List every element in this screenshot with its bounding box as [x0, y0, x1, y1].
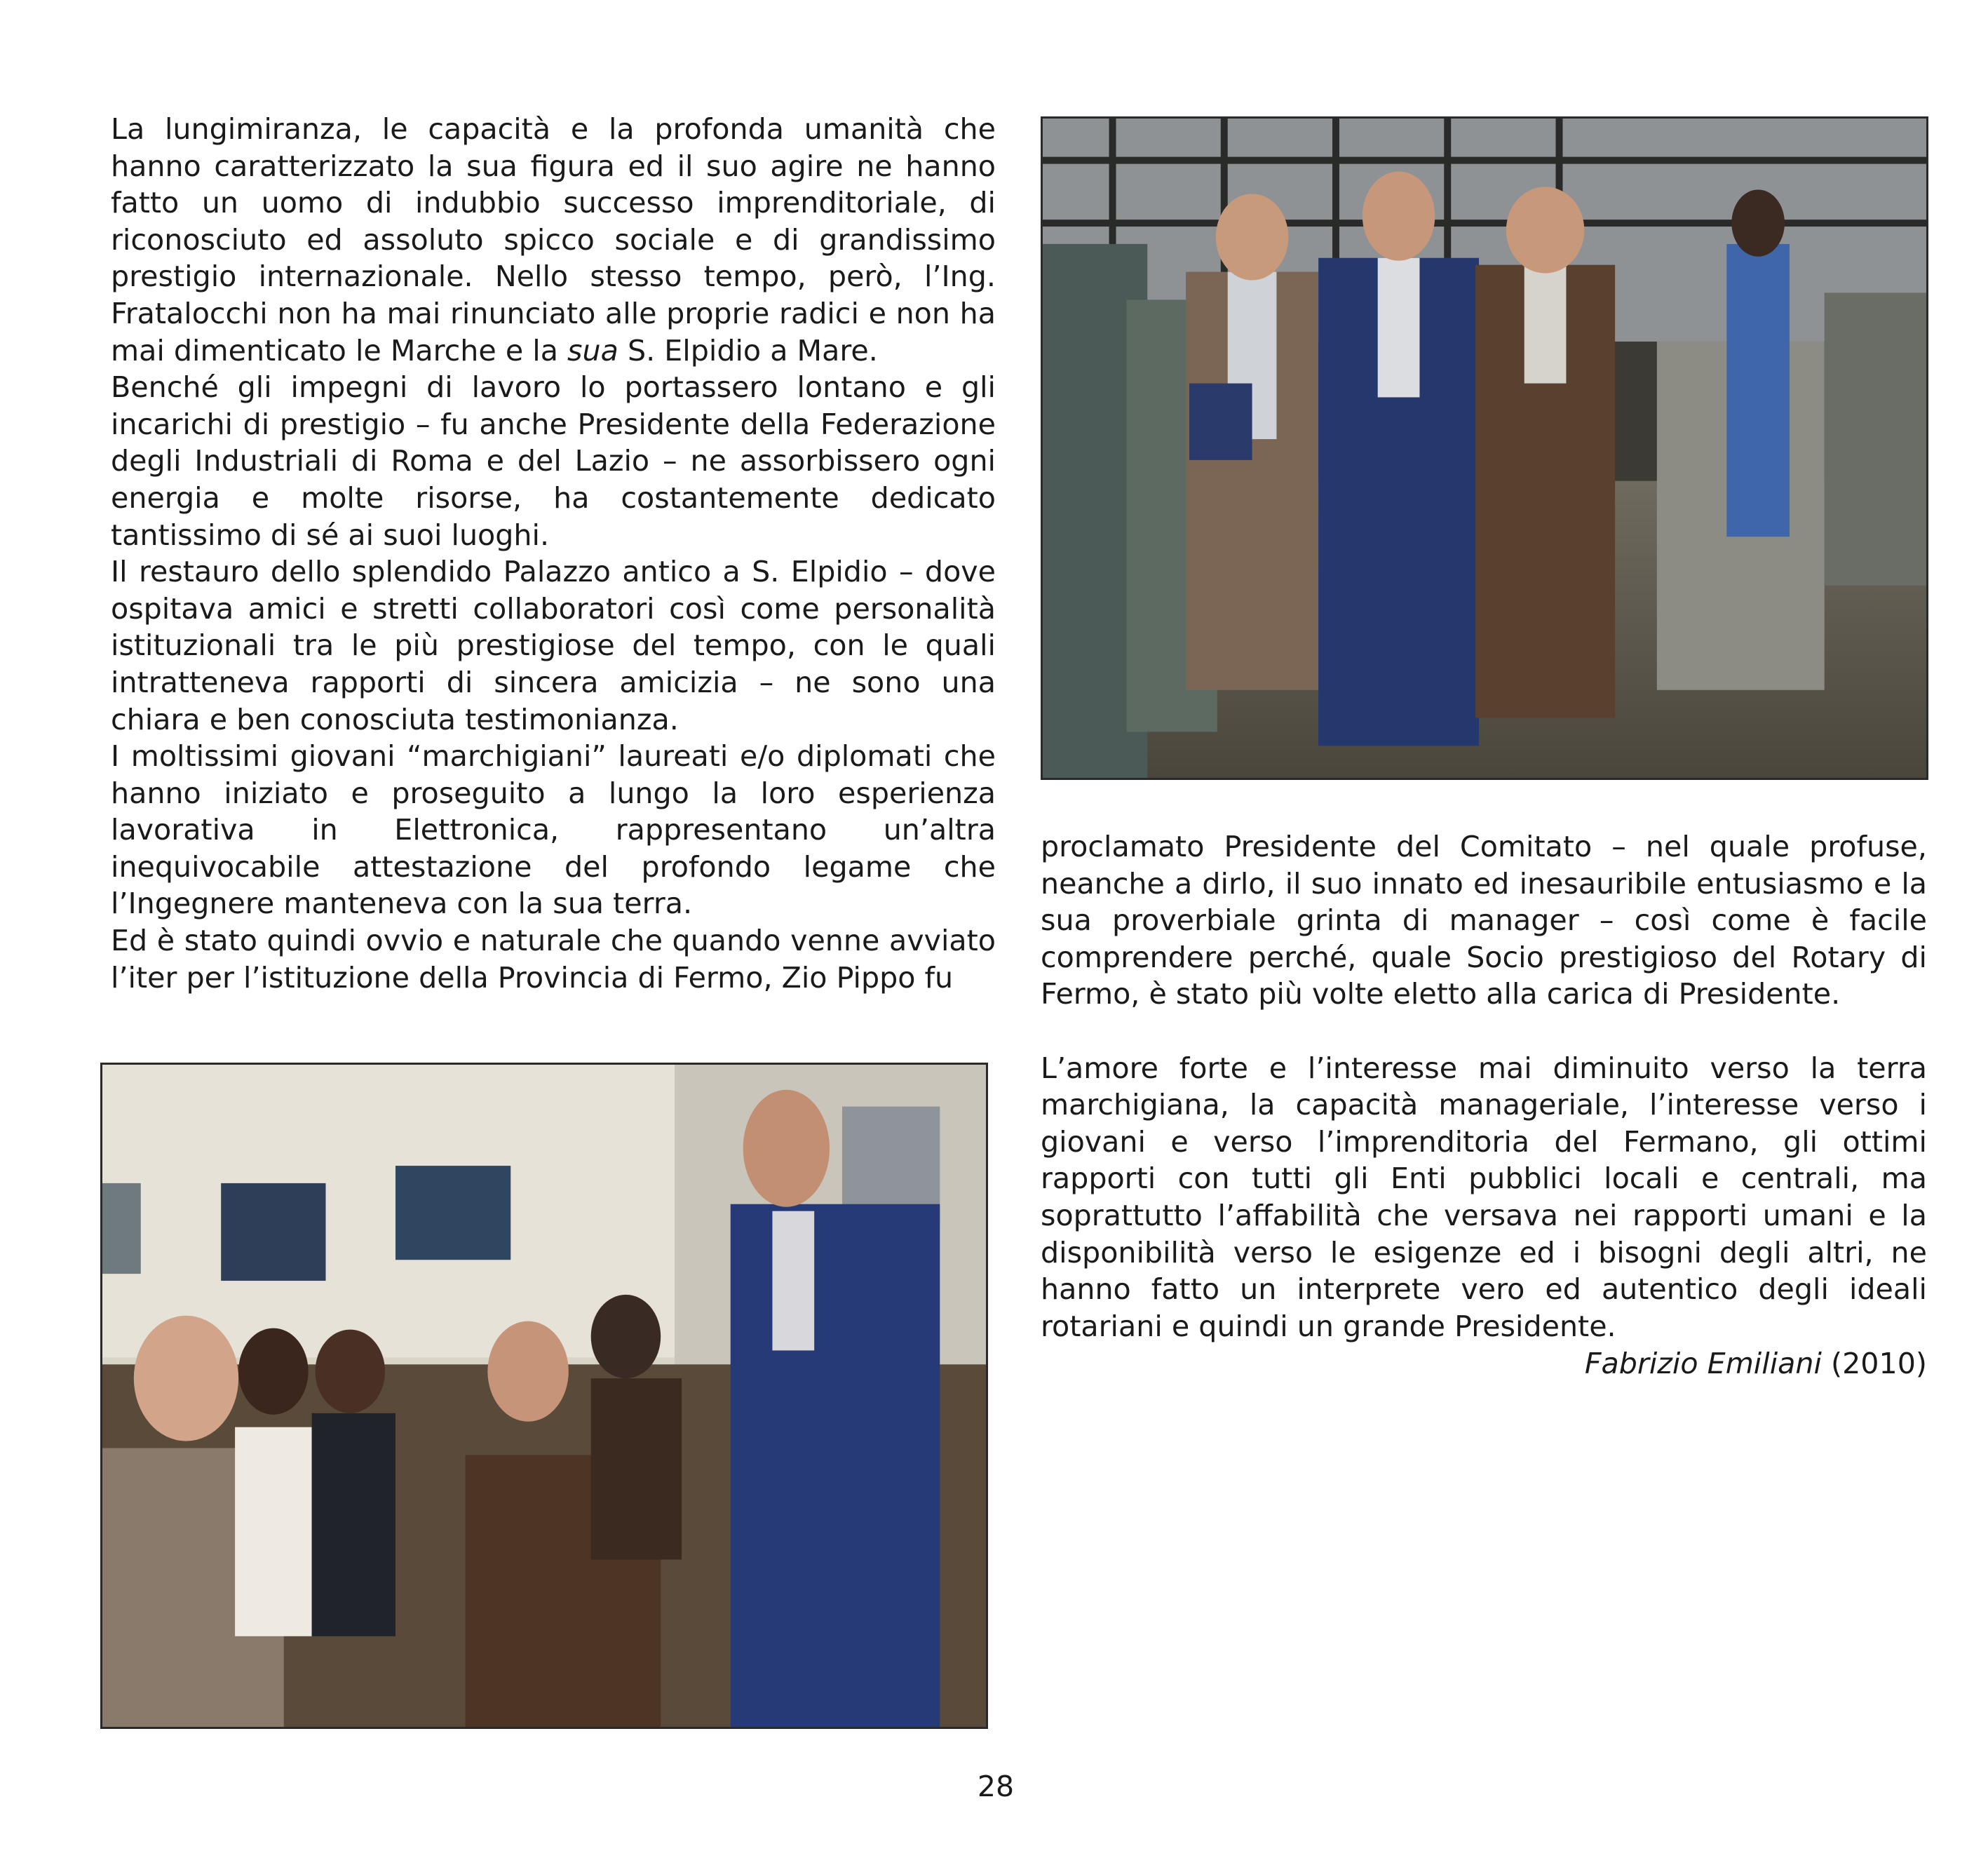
paragraph-4: I moltissimi giovani “marchigiani” laureati e/o diplomati che hanno iniziato e proseguito a lungo la loro esperienza lavorativa in Elettronica, rappresentano un’altra inequivocabile attestazione del profondo legame che l’Ingegnere manteneva con la sua terra.: [111, 739, 996, 921]
meeting-photo: [100, 1063, 988, 1729]
paragraph-5: Ed è stato quindi ovvio e naturale che quando venne avviato l’iter per l’istituzione della Provincia di Fermo, Zio Pippo fu: [111, 924, 996, 995]
paragraph-6: proclamato Presidente del Comitato – nel quale profuse, neanche a dirlo, il suo innato ed inesauribile entusiasmo e la sua proverbiale grinta di manager – così come è facile comprendere perché, quale Socio prestigioso del Rotary di Fermo, è stato più volte eletto alla carica di Presidente.: [1041, 830, 1927, 1011]
author-name: Fabrizio Emiliani: [1584, 1347, 1822, 1380]
signature-year: (2010): [1831, 1347, 1927, 1380]
paragraph-1: La lungimiranza, le capacità e la profonda umanità che hanno caratterizzato la sua figura ed il suo agire ne hanno fatto un uomo di indubbio successo imprenditoriale, di riconosciuto ed assoluto spicco sociale e di grandissimo prestigio internazionale. Nello stesso tempo, però, l’Ing. Fratalocchi non ha mai rinunciato alle proprie radici e non ha mai dimenticato le Marche e la sua S. Elpidio a Mare.: [111, 112, 996, 368]
emphasis-sua: sua: [567, 333, 618, 368]
paragraph-7: L’amore forte e l’interesse mai diminuito verso la terra marchigiana, la capacità manageriale, l’interesse verso i giovani e verso l’imprenditoria del Fermano, gli ottimi rapporti con tutti gli Enti pubblici locali e centrali, ma soprattutto l’affabilità che versava nei rapporti umani e la disponibilità verso le esigenze ed i bisogni degli altri, ne hanno fatto un interprete vero ed autentico degli ideali rotariani e quindi un grande Presidente.: [1041, 1051, 1927, 1343]
factory-visit-photo: [1041, 116, 1928, 780]
paragraph-3: Il restauro dello splendido Palazzo antico a S. Elpidio – dove ospitava amici e stretti collaboratori così come personalità istituzionali tra le più prestigiose del tempo, con le quali intratteneva rapporti di sincera amicizia – ne sono una chiara e ben conosciuta testimonianza.: [111, 555, 996, 736]
signature: [1041, 1345, 1927, 1382]
paragraph-2: Benché gli impegni di lavoro lo portassero lontano e gli incarichi di prestigio – fu anche Presidente della Federazione degli Industriali di Roma e del Lazio – ne assorbissero ogni energia e molte risorse, ha costantemente dedicato tantissimo di sé ai suoi luoghi.: [111, 370, 996, 552]
right-text-column: [1041, 828, 1927, 1345]
page-number: 28: [977, 1770, 1015, 1803]
left-text-column: [111, 111, 996, 996]
